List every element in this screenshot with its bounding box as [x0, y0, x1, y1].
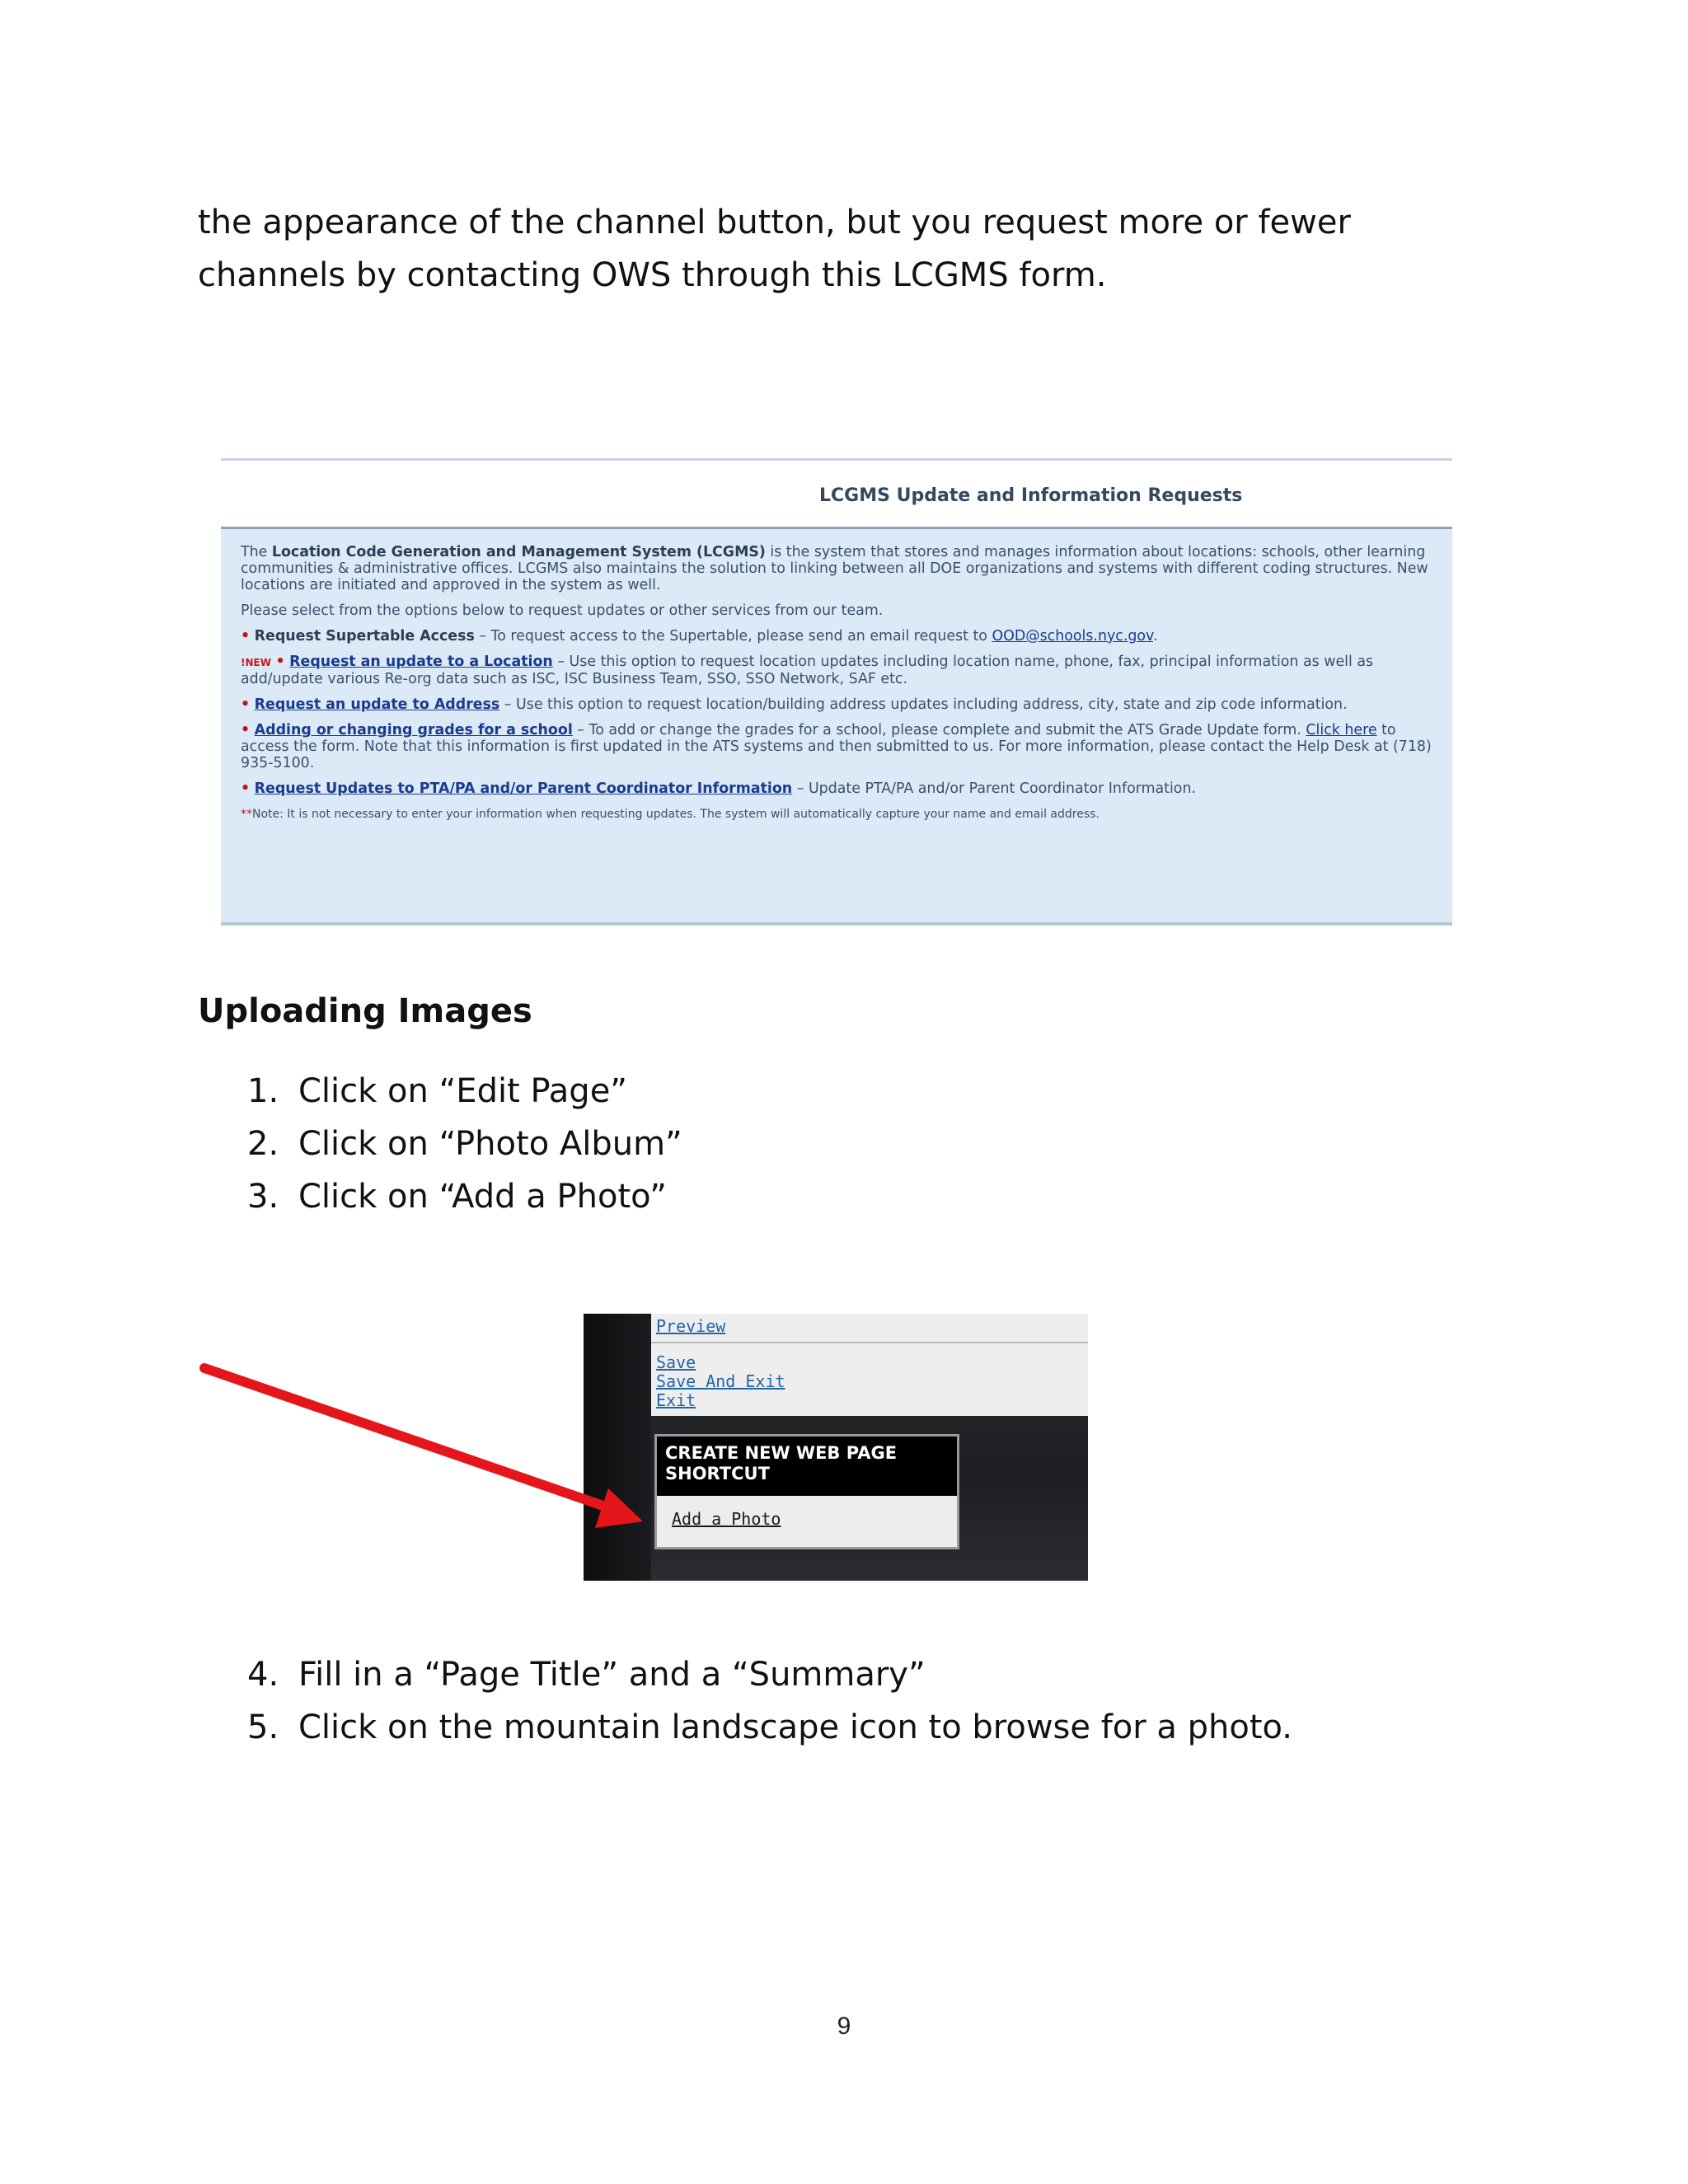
lcgms-header	[221, 461, 1452, 529]
step-text: Click on “Add a Photo”	[298, 1178, 667, 1216]
lcgms-title: LCGMS Update and Information Requests	[819, 485, 1243, 506]
request-location-update-link[interactable]: Request an update to a Location	[289, 654, 553, 670]
step-text: Click on “Photo Album”	[298, 1125, 682, 1163]
preview-link[interactable]: Preview	[656, 1316, 726, 1336]
bullet-icon: •	[275, 654, 285, 670]
lcgms-intro-paragraph	[241, 544, 1432, 593]
save-and-exit-link[interactable]: Save And Exit	[656, 1371, 785, 1391]
cms-edit-menu	[651, 1314, 1088, 1416]
section-heading: Uploading Images	[198, 992, 532, 1030]
step-number: 5.	[247, 1708, 279, 1746]
list-item	[247, 1648, 1484, 1701]
lcgms-screenshot	[221, 458, 1452, 926]
add-photo-link[interactable]: Add a Photo	[672, 1509, 781, 1529]
note-stars: **	[241, 808, 252, 821]
menu-divider	[651, 1342, 1088, 1343]
lcgms-option-pta	[241, 780, 1432, 797]
supertable-end: .	[1152, 628, 1158, 644]
pta-updates-link[interactable]: Request Updates to PTA/PA and/or Parent Coordinator Information	[254, 780, 793, 797]
list-item	[247, 1118, 1484, 1170]
grades-description-rest: to access the form. Note that this information is first updated in the ATS systems and then submitted to us. For more information, please contact the Help Desk at (718) 935-5100.	[241, 722, 1432, 771]
step-number: 2.	[247, 1125, 279, 1163]
pta-description: – Update PTA/PA and/or Parent Coordinator Information.	[792, 780, 1197, 797]
click-here-link[interactable]: Click here	[1306, 722, 1377, 738]
supertable-description: – To request access to the Supertable, please send an email request to	[474, 628, 992, 644]
address-description: – Use this option to request location/building address updates including address, city, state and zip code information.	[499, 696, 1348, 713]
lcgms-option-grades	[241, 722, 1432, 771]
bullet-icon: •	[241, 628, 251, 644]
steps-list-1	[247, 1065, 1484, 1223]
page-number: 9	[837, 2013, 851, 2040]
step-text: Fill in a “Page Title” and a “Summary”	[298, 1656, 926, 1694]
note-text: Note: It is not necessary to enter your information when requesting updates. The system will automatically capture your name and email address.	[252, 808, 1100, 821]
lcgms-system-name: Location Code Generation and Management System (LCGMS)	[271, 544, 766, 560]
new-badge: !NEW	[241, 657, 271, 668]
step-text: Click on “Edit Page”	[298, 1072, 628, 1110]
supertable-access-label: Request Supertable Access	[254, 628, 475, 644]
bullet-icon: •	[241, 722, 251, 738]
lcgms-option-location	[241, 654, 1432, 687]
lcgms-option-address	[241, 696, 1432, 713]
exit-link[interactable]: Exit	[656, 1390, 696, 1410]
lcgms-note	[241, 806, 1432, 823]
lcgms-body	[221, 529, 1452, 922]
list-item	[247, 1701, 1484, 1754]
bullet-icon: •	[241, 780, 251, 797]
location-description: – Use this option to request location updates including location name, phone, fax, principal information as well as add/update various Re-org data such as ISC, ISC Business Team, SSO, SSO Network, SAF etc.	[241, 654, 1374, 687]
create-shortcut-heading: CREATE NEW WEB PAGE SHORTCUT	[657, 1436, 957, 1496]
lcgms-intro-prefix: The	[241, 544, 272, 560]
grades-description: – To add or change the grades for a school, please complete and submit the ATS Grade Update form.	[572, 722, 1306, 738]
create-shortcut-panel	[654, 1434, 959, 1549]
email-link[interactable]: OOD@schools.nyc.gov	[992, 628, 1153, 644]
lcgms-option-supertable	[241, 628, 1432, 644]
bullet-icon: •	[241, 696, 251, 713]
step-number: 1.	[247, 1072, 279, 1110]
steps-list-2	[247, 1648, 1484, 1754]
grades-link[interactable]: Adding or changing grades for a school	[254, 722, 573, 738]
lcgms-instructions: Please select from the options below to request updates or other services from our team.	[241, 602, 884, 619]
request-address-update-link[interactable]: Request an update to Address	[254, 696, 500, 713]
step-text: Click on the mountain landscape icon to browse for a photo.	[298, 1708, 1293, 1746]
intro-paragraph: the appearance of the channel button, but you request more or fewer channels by contacting OWS through this LCGMS form.	[198, 204, 1351, 294]
list-item	[247, 1170, 1484, 1223]
cms-menu-screenshot	[584, 1314, 1088, 1581]
lcgms-intro-rest: is the system that stores and manages information about locations: schools, other learning communities & administrative offices. LCGMS also maintains the solution to linking between all DOE organizations and systems with different coding structures. New locations are initiated and approved in the system as well.	[241, 544, 1428, 593]
step-number: 3.	[247, 1178, 279, 1216]
cms-left-panel	[584, 1314, 651, 1581]
save-link[interactable]: Save	[656, 1352, 696, 1372]
list-item	[247, 1065, 1484, 1118]
step-number: 4.	[247, 1656, 279, 1694]
save-links-group	[656, 1353, 785, 1410]
